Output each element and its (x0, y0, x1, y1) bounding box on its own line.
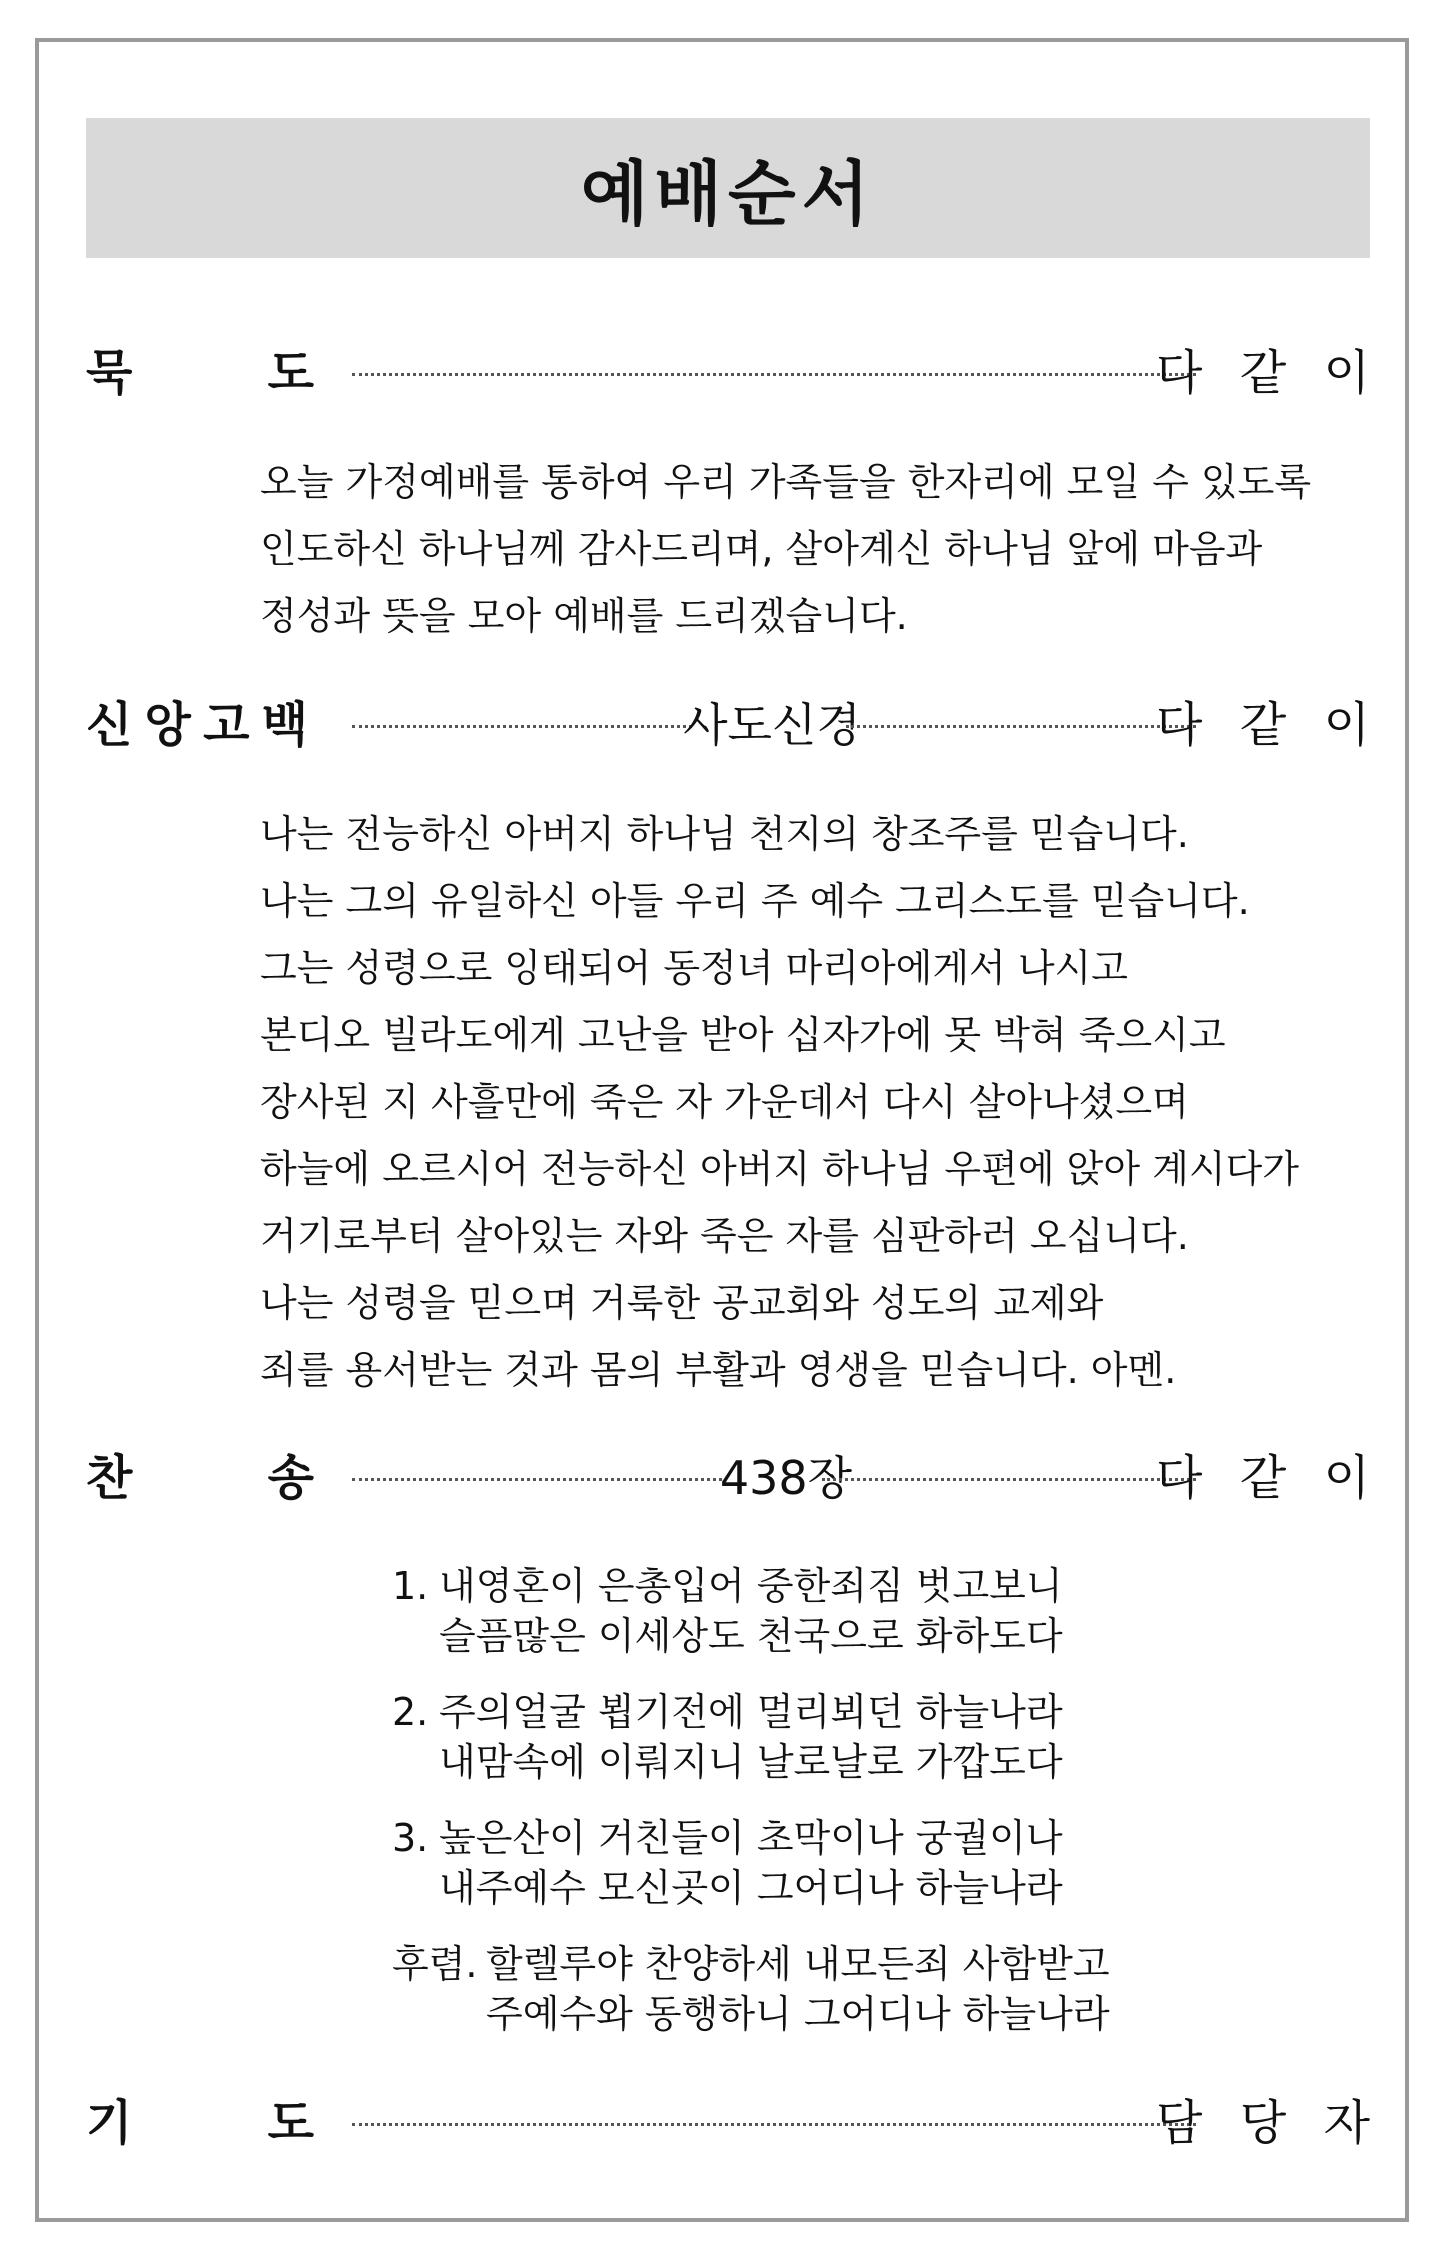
section-hymn-header (86, 1443, 1370, 1513)
section-label: 신 앙 고 백 (86, 697, 308, 753)
section-label: 묵 도 (86, 345, 314, 401)
invocation-text: 오늘 가정예배를 통하여 우리 가족들을 한자리에 모일 수 있도록 인도하신 하나님께 감사드리며, 살아계신 하나님 앞에 마음과 정성과 뜻을 모아 예배를 드리겠습니다. (260, 460, 1312, 638)
section-creed-header (86, 690, 1370, 760)
hymn-lyrics (392, 1561, 1110, 2065)
creed-text: 나는 전능하신 아버지 하나님 천지의 창조주를 믿습니다. 나는 그의 유일하신 아들 우리 주 예수 그리스도를 믿습니다. 그는 성령으로 잉태되어 동정녀 마리아에게서 나시고 본디오 빌라도에게 고난을 받아 십자가에 못 박혀 죽으시고 장사된 지 사흘만에 죽은 자 가운데서 다시 살아나셨으며 하늘에 오르시어 전능하신 아버지 하나님 우편에 앉아 계시다가 거기로부터 살아있는 자와 죽은 자를 심판하러 오십니다. 나는 성령을 믿으며 거룩한 공교회와 성도의 교제와 죄를 용서받는 것과 몸의 부활과 영생을 믿습니다. 아멘. (260, 812, 1299, 1392)
hymn-refrain: 후렴. 할렐루야 찬양하세 내모든죄 사함받고 주예수와 동행하니 그어디나 하늘나라 (392, 1942, 1110, 2036)
section-middle-title: 사도신경 (683, 698, 861, 752)
hymn-verse: 1. 내영혼이 은총입어 중한죄짐 벗고보니 슬픔많은 이세상도 천국으로 화하도다 (392, 1564, 1063, 1658)
hymn-verse: 3. 높은산이 거친들이 초막이나 궁궐이나 내주예수 모신곳이 그어디나 하늘나라 (392, 1816, 1063, 1910)
section-middle-title: 438장 (719, 1451, 853, 1505)
leader-dots (822, 1478, 1196, 1481)
section-label: 찬 송 (86, 1450, 314, 1506)
hymn-verse: 2. 주의얼굴 뵙기전에 멀리뵈던 하늘나라 내맘속에 이뤄지니 날로날로 가깝도다 (392, 1690, 1063, 1784)
leader-dots (352, 373, 1196, 376)
leader-dots (352, 725, 692, 728)
section-participant: 다 같 이 (1156, 697, 1370, 753)
section-invocation-header (86, 338, 1370, 408)
page-title: 예배순서 (580, 152, 876, 235)
section-label: 기 도 (86, 2095, 314, 2151)
section-participant: 다 같 이 (1156, 345, 1370, 401)
leader-dots (352, 2123, 1196, 2126)
title-bar (86, 118, 1370, 258)
section-participant: 다 같 이 (1156, 1450, 1370, 1506)
section-participant: 담 당 자 (1156, 2095, 1370, 2151)
leader-dots (846, 725, 1196, 728)
section-prayer-header (86, 2088, 1370, 2158)
